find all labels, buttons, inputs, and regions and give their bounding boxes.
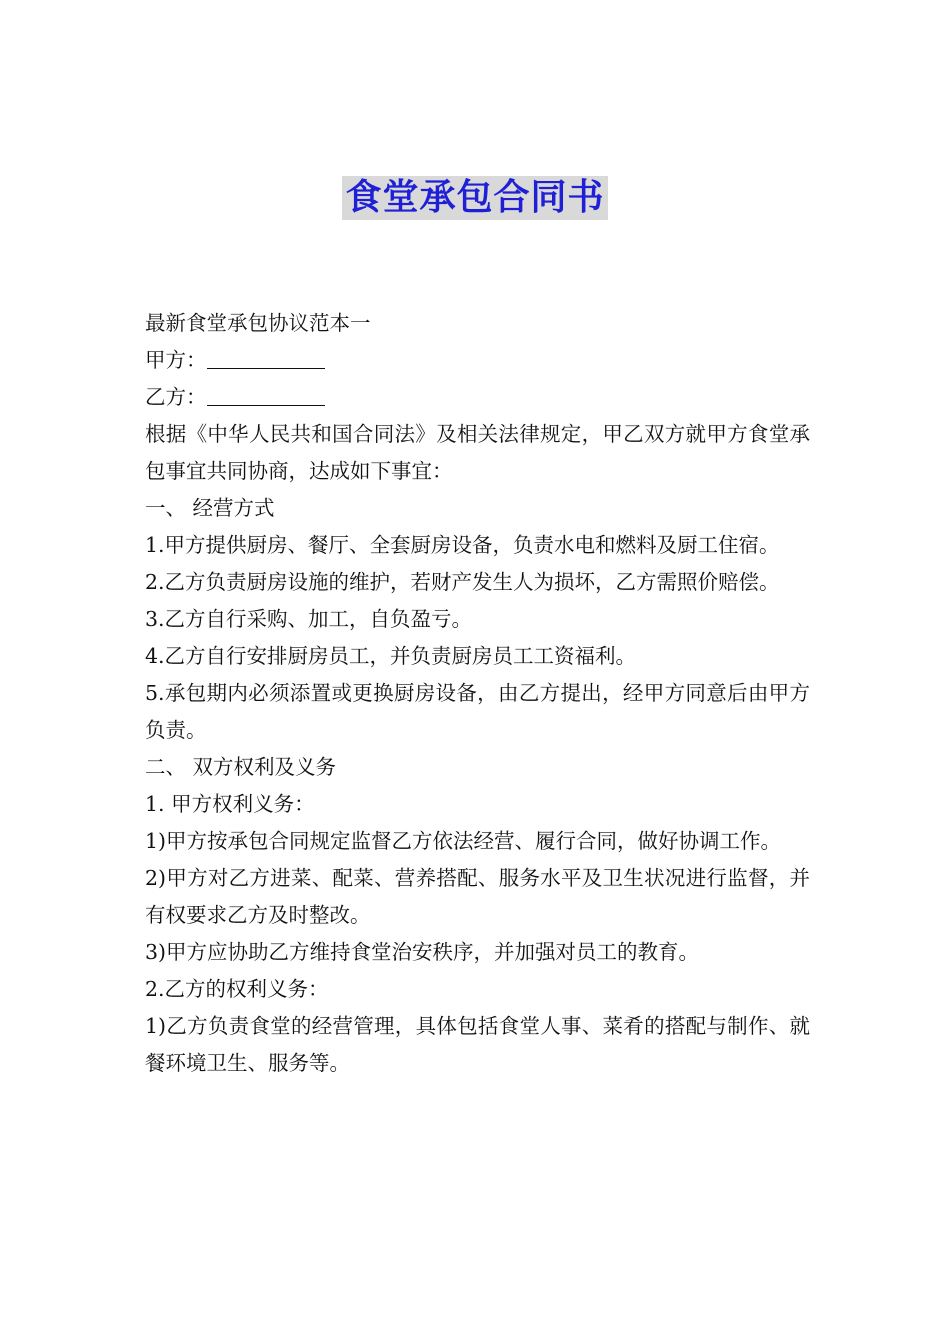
party-a-label: 甲方：	[145, 348, 207, 372]
clause-2-2-heading: 2.乙方的权利义务：	[145, 977, 329, 1001]
title-container	[0, 176, 950, 220]
clause-2-2-1: 1)乙方负责食堂的经营管理，具体包括食堂人事、菜肴的搭配与制作、就餐环境卫生、服务等。	[145, 1014, 810, 1075]
clause-1-3: 3.乙方自行采购、加工，自负盈亏。	[145, 607, 473, 631]
clause-1-5: 5.承包期内必须添置或更换厨房设备，由乙方提出，经甲方同意后由甲方负责。	[145, 681, 810, 742]
party-a-blank	[207, 348, 325, 369]
intro-paragraph: 根据《中华人民共和国合同法》及相关法律规定，甲乙双方就甲方食堂承包事宜共同协商，达成如下事宜：	[145, 422, 810, 483]
document-body	[145, 305, 810, 1082]
clause-2-1-1: 1)甲方按承包合同规定监督乙方依法经营、履行合同，做好协调工作。	[145, 829, 782, 853]
party-a-line	[145, 342, 810, 379]
section-1-heading: 一、 经营方式	[145, 496, 275, 520]
clause-1-4: 4.乙方自行安排厨房员工，并负责厨房员工工资福利。	[145, 644, 637, 668]
section-2-heading: 二、 双方权利及义务	[145, 755, 337, 779]
party-b-blank	[207, 385, 325, 406]
clause-2-1-3: 3)甲方应协助乙方维持食堂治安秩序，并加强对员工的教育。	[145, 940, 700, 964]
subtitle-line: 最新食堂承包协议范本一	[145, 311, 371, 335]
document-title: 食堂承包合同书	[342, 176, 607, 220]
clause-2-1-2: 2)甲方对乙方进菜、配菜、营养搭配、服务水平及卫生状况进行监督，并有权要求乙方及时整改。	[145, 866, 810, 927]
clause-1-2: 2.乙方负责厨房设施的维护，若财产发生人为损坏，乙方需照价赔偿。	[145, 570, 780, 594]
clause-2-1-heading: 1. 甲方权利义务：	[145, 792, 315, 816]
party-b-label: 乙方：	[145, 385, 207, 409]
party-b-line	[145, 379, 810, 416]
clause-1-1: 1.甲方提供厨房、餐厅、全套厨房设备，负责水电和燃料及厨工住宿。	[145, 533, 780, 557]
